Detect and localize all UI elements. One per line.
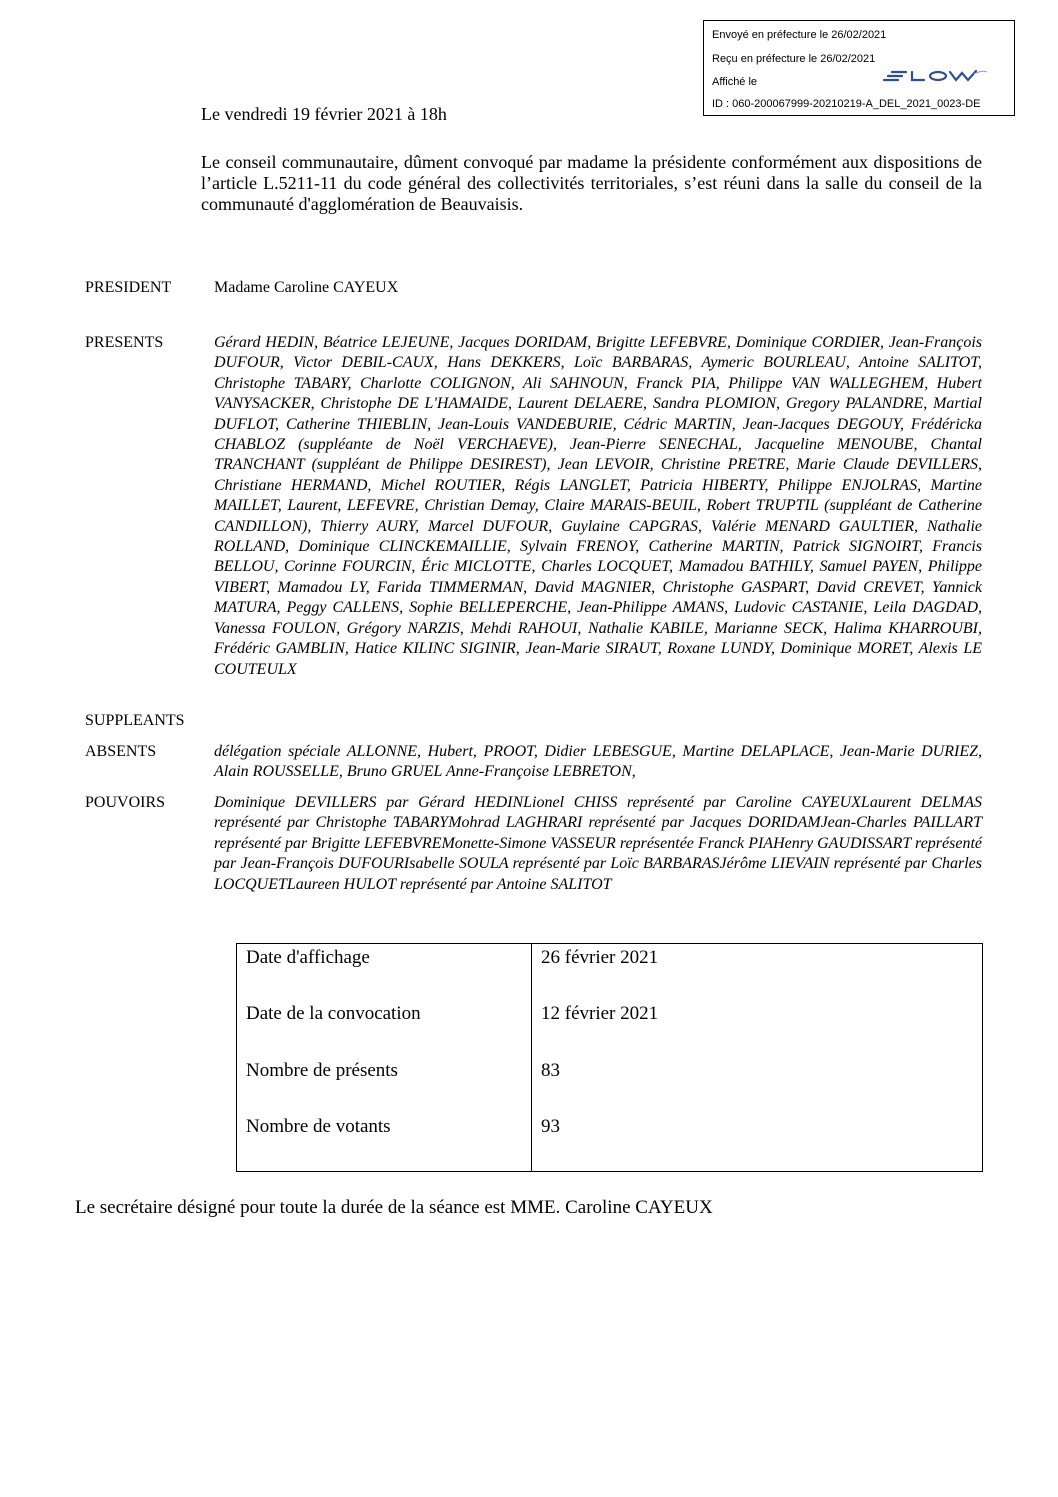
table-row-value: 83 (541, 1060, 560, 1081)
table-row-label: Date de la convocation (246, 1003, 421, 1024)
president-name: Madame Caroline CAYEUX (214, 279, 399, 296)
intro-paragraph: Le conseil communautaire, dûment convoqué par madame la présidente conformément aux dispositions de l’article L.5211-11 du code général des collectivités territoriales, s’est réuni dans la salle du conseil de la communauté d'agglomération de Beauvaisis. (201, 152, 982, 214)
absents-label: ABSENTS (85, 743, 157, 760)
stamp-sent-date: Envoyé en préfecture le 26/02/2021 (712, 29, 887, 41)
table-column-divider (531, 944, 532, 1171)
absents-list: délégation spéciale ALLONNE, Hubert, PROOT, Didier LEBESGUE, Martine DELAPLACE, Jean-Marie DURIEZ, Alain ROUSSELLE, Bruno GRUEL Anne-Françoise LEBRETON, (214, 743, 982, 781)
session-date: Le vendredi 19 février 2021 à 18h (201, 104, 447, 124)
stamp-act-id: ID : 060-200067999-20210219-A_DEL_2021_0023-DE (712, 98, 981, 110)
stamp-received-date: Reçu en préfecture le 26/02/2021 (712, 53, 876, 65)
prefecture-stamp (703, 20, 1015, 116)
presents-label: PRESENTS (85, 334, 164, 351)
table-row-label: Nombre de présents (246, 1060, 398, 1081)
table-row-value: 26 février 2021 (541, 947, 659, 968)
presents-list: Gérard HEDIN, Béatrice LEJEUNE, Jacques DORIDAM, Brigitte LEFEBVRE, Dominique CORDIER, Jean-François DUFOUR, Victor DEBIL-CAUX, Hans DEKKERS, Loïc BARBARAS, Aymeric BOURLEAU, Antoine SALITOT, Christophe TABARY, Charlotte COLIGNON, Ali SAHNOUN, Franck PIA, Philippe VAN WALLEGHEM, Hubert VANYSACKER, Christophe DE L'HAMAIDE, Laurent DELAERE, Sandra PLOMION, Gregory PALANDRE, Martial DUFLOT, Catherine THIEBLIN, Jean-Louis VANDEBURIE, Cédric MARTIN, Jean-Jacques DEGOUY, Frédéricka CHABLOZ (suppléante de Noël VERCHAEVE), Jean-Pierre SENECHAL, Jacqueline MENOUBE, Chantal TRANCHANT (suppléant de Philippe DESIREST), Jean LEVOIR, Christine PRETRE, Marie Claude DEVILLERS, Christiane HERMAND, Michel ROUTIER, Régis LANGLET, Patricia HIBERTY, Philippe ENJOLRAS, Martine MAILLET, Laurent, LEFEVRE, Christian Demay, Claire MARAIS-BEUIL, Robert TRUPTIL (suppléant de Catherine CANDILLON), Thierry AURY, Marcel DUFOUR, Guylaine CAPGRAS, Valérie MENARD GAULTIER, Nathalie ROLLAND, Dominique CLINCKEMAILLIE, Sylvain FRENOY, Catherine MARTIN, Patrick SIGNOIRT, Francis BELLOU, Corinne FOURCIN, Éric MICLOTTE, Charles LOCQUET, Mamadou BATHILY, Samuel PAYEN, Philippe VIBERT, Mamadou LY, Farida TIMMERMAN, David MAGNIER, Christophe GASPART, David CREVET, Yannick MATURA, Peggy CALLENS, Sophie BELLEPERCHE, Jean-Philippe AMANS, Ludovic CASTANIE, Leila DAGDAD, Vanessa FOULON, Grégory NARZIS, Mehdi RAHOUI, Nathalie KABILE, Marianne SECK, Halima KHARROUBI, Frédéric GAMBLIN, Hatice KILINC SIGINIR, Jean-Marie SIRAUT, Roxane LUNDY, Dominique MORET, Alexis LE COUTEULX (214, 334, 982, 678)
session-secretary: Le secrétaire désigné pour toute la durée de la séance est MME. Caroline CAYEUX (75, 1197, 713, 1218)
suppleants-label: SUPPLEANTS (85, 712, 185, 729)
table-row-label: Nombre de votants (246, 1116, 391, 1137)
table-row-value: 12 février 2021 (541, 1003, 659, 1024)
slow-logo (882, 69, 988, 83)
table-row-label: Date d'affichage (246, 947, 370, 968)
pouvoirs-label: POUVOIRS (85, 794, 166, 811)
session-info-table (236, 943, 983, 1172)
president-label: PRESIDENT (85, 279, 172, 296)
table-row-value: 93 (541, 1116, 560, 1137)
stamp-posted-label: Affiché le (712, 76, 758, 88)
pouvoirs-list: Dominique DEVILLERS par Gérard HEDINLionel CHISS représenté par Caroline CAYEUXLaurent DELMAS représenté par Christophe TABARYMohrad LAGHRARI représenté par Jacques DORIDAMJean-Charles PAILLART représenté par Brigitte LEFEBVREMonette-Simone VASSEUR représentée Franck PIAHenry GAUDISSART représenté par Jean-François DUFOURIsabelle SOULA représenté par Loïc BARBARASJérôme LIEVAIN représenté par Charles LOCQUETLaureen HULOT représenté par Antoine SALITOT (214, 794, 982, 893)
